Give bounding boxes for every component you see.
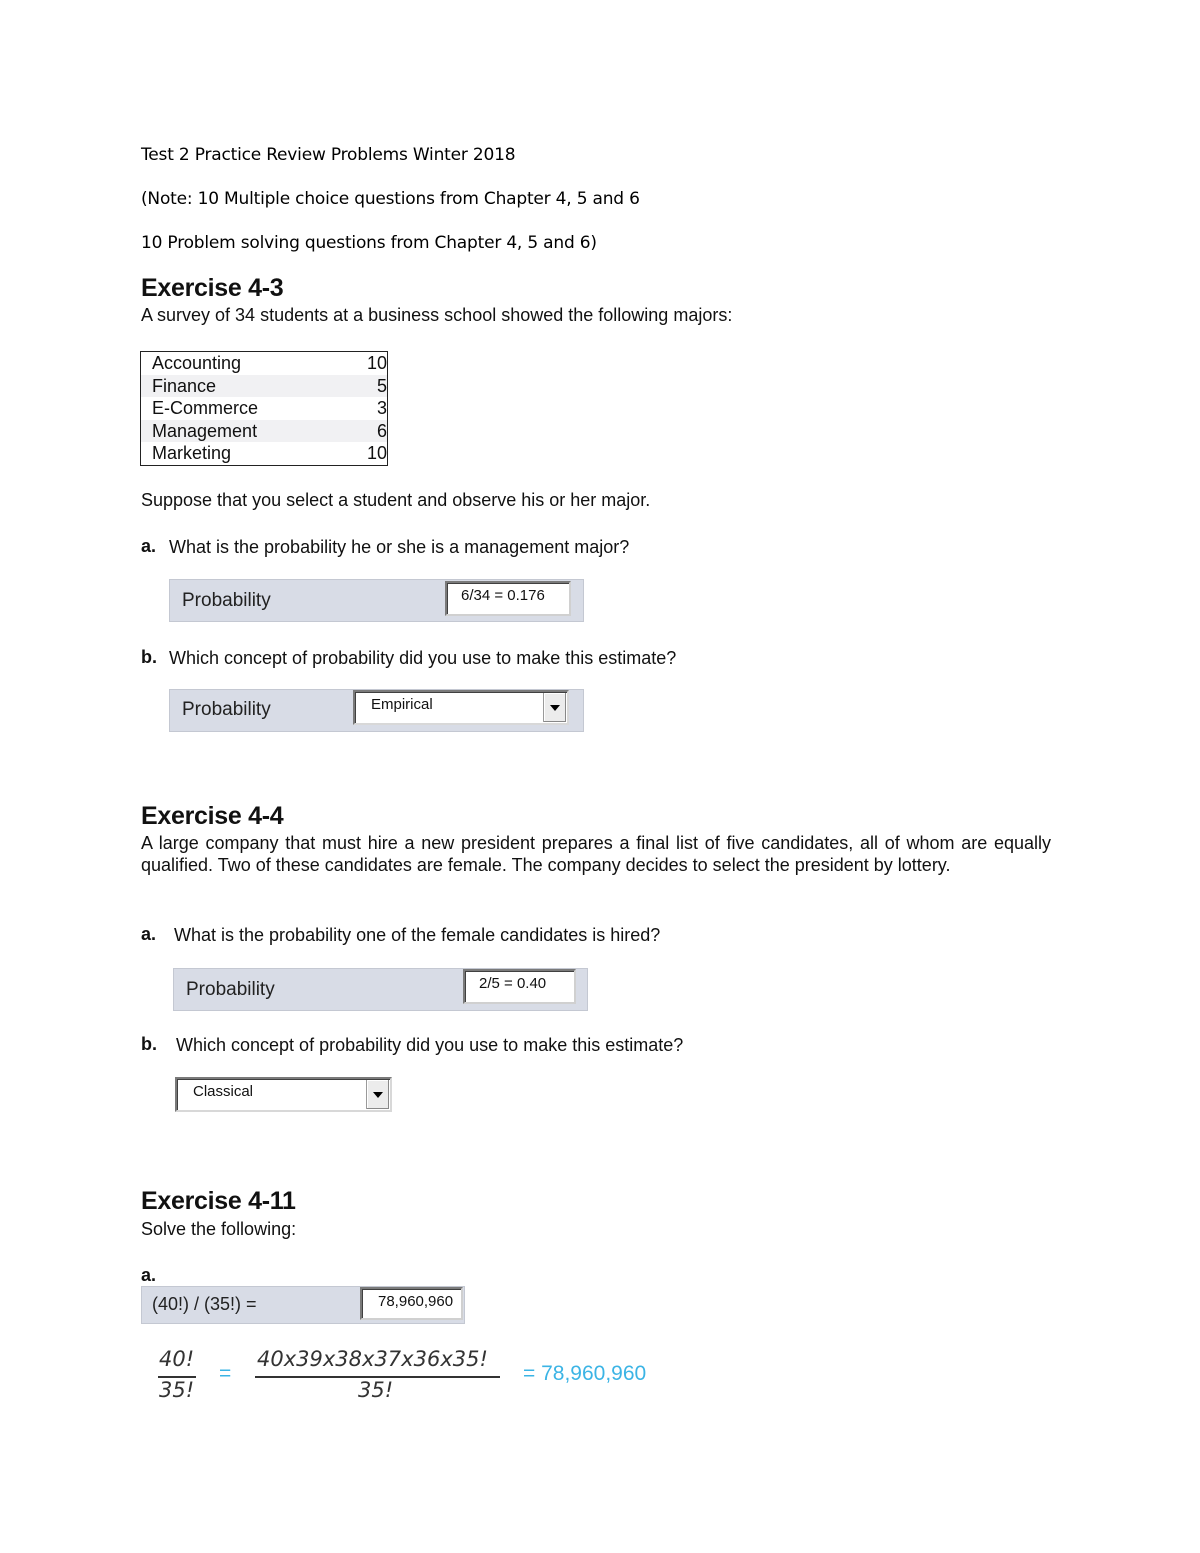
table-row bbox=[141, 352, 387, 375]
lhs-denominator: 35! bbox=[159, 1378, 195, 1402]
majors-table bbox=[140, 351, 388, 466]
rhs-denominator: 35! bbox=[358, 1378, 394, 1402]
question-letter: a. bbox=[141, 924, 157, 944]
rhs-numerator: 40x39x38x37x36x35! bbox=[257, 1347, 488, 1371]
exercise-4-3-setup: Suppose that you select a student and observe his or her major. bbox=[141, 490, 651, 510]
major-count: 6 bbox=[376, 420, 387, 441]
probability-concept-select[interactable] bbox=[353, 690, 569, 725]
major-label: Marketing bbox=[152, 443, 232, 463]
document-title: Test 2 Practice Review Problems Winter 2018 bbox=[141, 145, 516, 165]
exercise-4-11-intro: Solve the following: bbox=[141, 1219, 297, 1239]
probability-answer-field[interactable]: 2/5 = 0.40 bbox=[463, 969, 576, 1004]
probability-concept-select[interactable] bbox=[175, 1077, 392, 1112]
table-row bbox=[141, 375, 387, 398]
answer-label: (40!) / (35!) = bbox=[152, 1294, 257, 1314]
major-label: E-Commerce bbox=[152, 398, 259, 418]
note-line-1: (Note: 10 Multiple choice questions from Chapter 4, 5 and 6 bbox=[141, 189, 640, 209]
lhs-numerator: 40! bbox=[159, 1347, 195, 1371]
major-label: Accounting bbox=[152, 353, 242, 373]
major-count: 10 bbox=[366, 353, 387, 373]
note-line-2: 10 Problem solving questions from Chapter 4, 5 and 6) bbox=[141, 233, 597, 253]
answer-label: Probability bbox=[186, 979, 275, 1000]
probability-answer-field[interactable]: 6/34 = 0.176 bbox=[445, 581, 571, 616]
table-row bbox=[141, 420, 387, 443]
chevron-down-icon[interactable] bbox=[366, 1080, 389, 1109]
major-count: 3 bbox=[376, 398, 387, 418]
question-text: Which concept of probability did you use to make this estimate? bbox=[176, 1035, 684, 1055]
major-label: Management bbox=[152, 420, 258, 441]
select-value: Classical bbox=[193, 1083, 254, 1100]
major-label: Finance bbox=[152, 375, 217, 396]
exercise-4-11-title: Exercise 4-11 bbox=[141, 1187, 296, 1215]
answer-label: Probability bbox=[182, 699, 271, 720]
exercise-4-3-title: Exercise 4-3 bbox=[141, 274, 284, 302]
question-letter: a. bbox=[141, 1265, 157, 1285]
question-text: What is the probability he or she is a management major? bbox=[169, 537, 630, 557]
answer-label: Probability bbox=[182, 590, 271, 611]
question-letter: a. bbox=[141, 536, 157, 556]
question-text: What is the probability one of the female candidates is hired? bbox=[174, 925, 661, 945]
factorial-answer-field[interactable]: 78,960,960 bbox=[360, 1287, 463, 1320]
exercise-4-4-title: Exercise 4-4 bbox=[141, 802, 284, 830]
major-count: 5 bbox=[376, 375, 387, 396]
select-value: Empirical bbox=[371, 696, 433, 713]
math-result: = 78,960,960 bbox=[523, 1362, 647, 1385]
chevron-down-icon[interactable] bbox=[543, 693, 566, 722]
table-row bbox=[141, 397, 387, 420]
equals-sign: = bbox=[219, 1362, 232, 1385]
major-count: 10 bbox=[366, 443, 387, 463]
table-row bbox=[141, 442, 387, 465]
exercise-4-4-intro: A large company that must hire a new president prepares a final list of five candidates, all of whom are equally qualified. Two of these candidates are female. The company decides to select the president by lottery. bbox=[141, 833, 1051, 875]
exercise-4-3-intro: A survey of 34 students at a business school showed the following majors: bbox=[141, 305, 733, 325]
question-text: Which concept of probability did you use to make this estimate? bbox=[169, 648, 677, 668]
question-letter: b. bbox=[141, 647, 157, 667]
question-letter: b. bbox=[141, 1034, 157, 1054]
